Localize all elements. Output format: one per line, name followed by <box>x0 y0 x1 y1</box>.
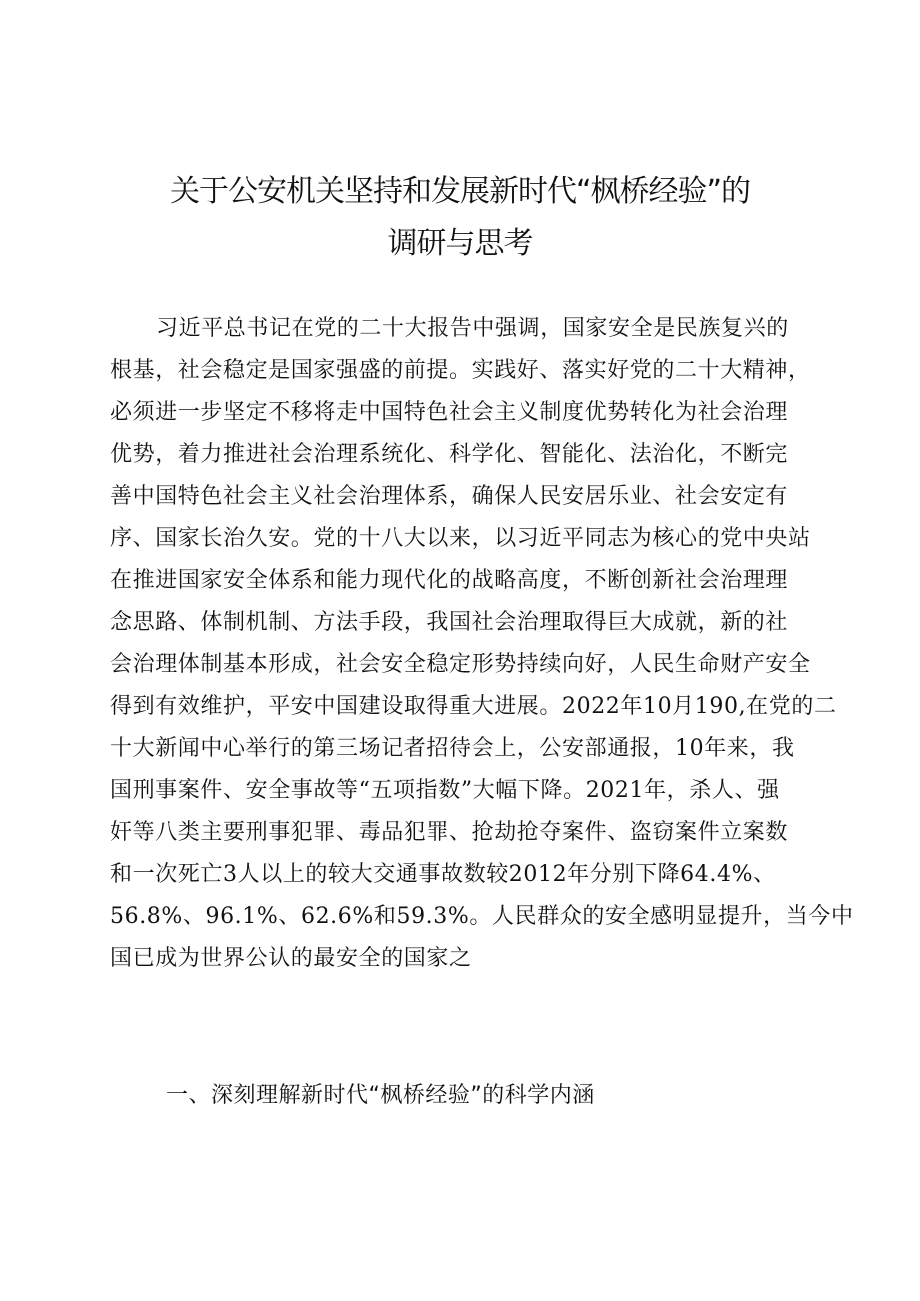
body-line: 根基，社会稳定是国家强盛的前提。实践好、落实好党的二十大精神， <box>110 358 811 383</box>
document-title-line-1: 关于公安机关坚持和发展新时代“枫桥经验”的 <box>169 174 751 209</box>
body-line: 习近平总书记在党的二十大报告中强调，国家安全是民族复兴的 <box>156 316 789 341</box>
body-line: 十大新闻中心举行的第三场记者招待会上，公安部通报，10年来，我 <box>110 736 795 761</box>
body-line: 和一次死亡3人以上的较大交通事故数较2012年分别下降64.4%、 <box>110 862 776 887</box>
body-line: 念思路、体制机制、方法手段，我国社会治理取得巨大成就，新的社 <box>110 610 789 635</box>
body-line: 善中国特色社会主义社会治理体系，确保人民安居乐业、社会安定有 <box>110 484 789 509</box>
body-line: 会治理体制基本形成，社会安全稳定形势持续向好，人民生命财产安全 <box>110 652 811 677</box>
document-title-line-2: 调研与思考 <box>387 226 533 261</box>
body-line: 国刑事案件、安全事故等“五项指数”大幅下降。2021年，杀人、强 <box>110 778 780 803</box>
body-line: 56.8%、96.1%、62.6%和59.3%。人民群众的安全感明显提升，当今中 <box>110 904 854 929</box>
body-line: 得到有效维护，平安中国建设取得重大进展。2022年10月190,在党的二 <box>110 694 837 719</box>
body-line: 序、国家长治久安。党的十八大以来，以习近平同志为核心的党中央站 <box>110 526 811 551</box>
body-line: 国已成为世界公认的最安全的国家之 <box>110 946 472 971</box>
body-line: 必须进一步坚定不移将走中国特色社会主义制度优势转化为社会治理 <box>110 400 789 425</box>
body-line: 奸等八类主要刑事犯罪、毒品犯罪、抢劫抢夺案件、盗窃案件立案数 <box>110 820 789 845</box>
body-line: 在推进国家安全体系和能力现代化的战略高度，不断创新社会治理理 <box>110 568 789 593</box>
section-heading: 一、深刻理解新时代“枫桥经验”的科学内涵 <box>166 1083 595 1108</box>
body-line: 优势，着力推进社会治理系统化、科学化、智能化、法治化，不断完 <box>110 442 789 467</box>
